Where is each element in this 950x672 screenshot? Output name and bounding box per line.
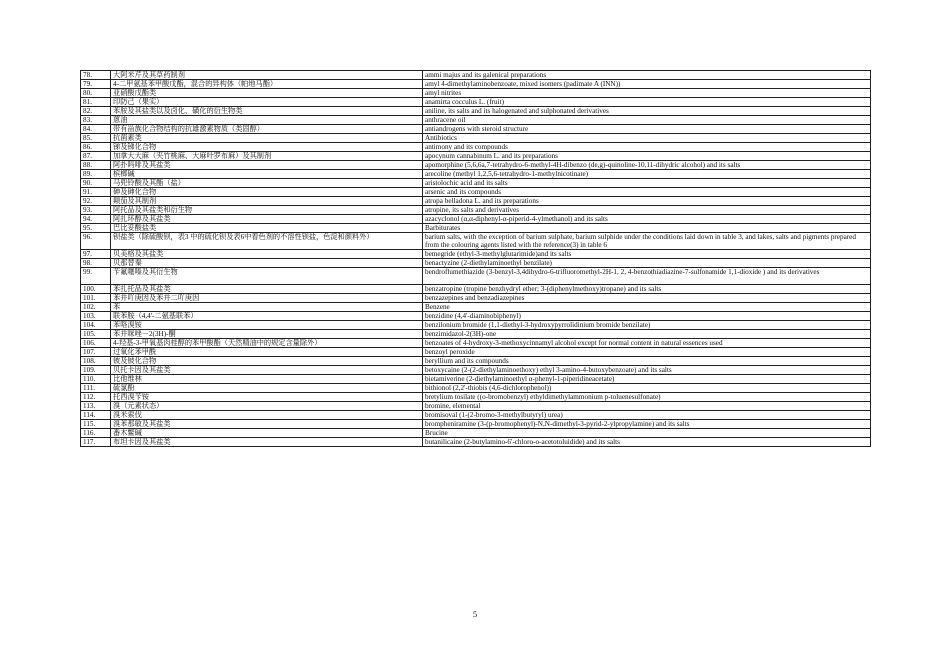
english-name-cell: benzilonium bromide (1,1-diethyl-3-hydroxypyrrolidinium bromide benzilate): [423, 321, 871, 330]
row-number-cell: 90.: [81, 179, 111, 188]
english-name-cell: bromisoval (1-(2-bromo-3-methylbutyryl) urea): [423, 411, 871, 420]
chinese-name-cell: 锑及锑化合物: [111, 143, 423, 152]
english-name-cell: benzimidazol-2(3H)-one: [423, 330, 871, 339]
table-row: [81, 384, 871, 393]
table-row: [81, 330, 871, 339]
english-name-cell: butanilicaine (2-butylamino-6'-chloro-o-acetotoluidide) and its salts: [423, 438, 871, 447]
table-row: [81, 402, 871, 411]
chinese-name-cell: 阿扑吗啡及其盐类: [111, 161, 423, 170]
english-name-cell: Antibiotics: [423, 134, 871, 143]
table-row: [81, 71, 871, 80]
table-row: [81, 98, 871, 107]
table-row: [81, 411, 871, 420]
table-row: [81, 348, 871, 357]
row-number-cell: 108.: [81, 357, 111, 366]
table-row: [81, 107, 871, 116]
row-number-cell: 117.: [81, 438, 111, 447]
english-name-cell: benzatropine (tropine benzhydryl ether; 3-(diphenylmethoxy)tropane) and its salts: [423, 285, 871, 294]
english-name-cell: Benzene: [423, 303, 871, 312]
chinese-name-cell: 番木鳖碱: [111, 429, 423, 438]
row-number-cell: 81.: [81, 98, 111, 107]
row-number-cell: 96.: [81, 233, 111, 250]
english-name-cell: amyl nitrites: [423, 89, 871, 98]
chinese-name-cell: 槟榔碱: [111, 170, 423, 179]
row-number-cell: 104.: [81, 321, 111, 330]
row-number-cell: 112.: [81, 393, 111, 402]
english-name-cell: bemegride (ethyl-3-methylglutarimide)and its salts: [423, 250, 871, 259]
chinese-name-cell: 联苯胺（4,4'-二氨基联苯）: [111, 312, 423, 321]
chinese-name-cell: 贝托卡因及其盐类: [111, 366, 423, 375]
row-number-cell: 85.: [81, 134, 111, 143]
english-name-cell: ammi majus and its galenical preparations: [423, 71, 871, 80]
table-row: [81, 438, 871, 447]
chinese-name-cell: 4-羟基-3-甲氧基肉桂醇的苯甲酸酯（天然精油中的规定含量除外）: [111, 339, 423, 348]
english-name-cell: bithionol (2,2'-thiobis (4,6-dichlorophenol)): [423, 384, 871, 393]
row-number-cell: 95.: [81, 224, 111, 233]
chinese-name-cell: 苯胺及其盐类以及卤化、磺化的衍生物类: [111, 107, 423, 116]
english-name-cell: antimony and its compounds: [423, 143, 871, 152]
row-number-cell: 107.: [81, 348, 111, 357]
english-name-cell: apocynum cannabinum L. and its preparations: [423, 152, 871, 161]
row-number-cell: 92.: [81, 197, 111, 206]
row-number-cell: 100.: [81, 285, 111, 294]
english-name-cell: beryllium and its compounds: [423, 357, 871, 366]
row-number-cell: 84.: [81, 125, 111, 134]
chinese-name-cell: 蒽油: [111, 116, 423, 125]
table-row: [81, 143, 871, 152]
english-name-cell: azacyclonol (α,α-diphenyl-α-piperid-4-ylmethanol) and its salts: [423, 215, 871, 224]
table-row: [81, 188, 871, 197]
row-number-cell: 97.: [81, 250, 111, 259]
chinese-name-cell: 亚硝酸戊酯类: [111, 89, 423, 98]
row-number-cell: 91.: [81, 188, 111, 197]
row-number-cell: 98.: [81, 259, 111, 268]
table-row: [81, 375, 871, 384]
english-name-cell: benactyzine (2-diethylaminoethyl benzilate): [423, 259, 871, 268]
english-name-cell: Brucine: [423, 429, 871, 438]
row-number-cell: 103.: [81, 312, 111, 321]
row-number-cell: 113.: [81, 402, 111, 411]
table-row: [81, 250, 871, 259]
row-number-cell: 86.: [81, 143, 111, 152]
english-name-cell: anthracene oil: [423, 116, 871, 125]
chinese-name-cell: 钡盐类（除硫酸钡，表3 中的硫化钡及表6中着色剂的不溶性钡盐，色淀和颜料外）: [111, 233, 423, 250]
row-number-cell: 115.: [81, 420, 111, 429]
table-row: [81, 116, 871, 125]
row-number-cell: 116.: [81, 429, 111, 438]
english-name-cell: bietamiverine (2-diethylaminoethyl α-phenyl-1-piperidineacetate): [423, 375, 871, 384]
chinese-name-cell: 阿扎环醇及其盐类: [111, 215, 423, 224]
table-row: [81, 134, 871, 143]
row-number-cell: 102.: [81, 303, 111, 312]
table-row: [81, 152, 871, 161]
english-name-cell: atropa belladona L. and its preparations: [423, 197, 871, 206]
chinese-name-cell: 印防己（果实）: [111, 98, 423, 107]
chinese-name-cell: 抗菌素类: [111, 134, 423, 143]
row-number-cell: 83.: [81, 116, 111, 125]
row-number-cell: 101.: [81, 294, 111, 303]
chinese-name-cell: 溴米索伐: [111, 411, 423, 420]
chinese-name-cell: 带有甾族化合物结构的抗雄激素物质（类固醇）: [111, 125, 423, 134]
row-number-cell: 79.: [81, 80, 111, 89]
chinese-name-cell: 苯: [111, 303, 423, 312]
row-number-cell: 109.: [81, 366, 111, 375]
chinese-name-cell: 布坦卡因及其盐类: [111, 438, 423, 447]
row-number-cell: 93.: [81, 206, 111, 215]
ingredient-table-body: [81, 71, 871, 447]
table-row: [81, 179, 871, 188]
chinese-name-cell: 过氧化苯甲酰: [111, 348, 423, 357]
row-number-cell: 110.: [81, 375, 111, 384]
table-row: [81, 233, 871, 250]
row-number-cell: 88.: [81, 161, 111, 170]
row-number-cell: 111.: [81, 384, 111, 393]
chinese-name-cell: 阿托品及其盐类和衍生物: [111, 206, 423, 215]
row-number-cell: 80.: [81, 89, 111, 98]
chinese-name-cell: 巴比妥酸盐类: [111, 224, 423, 233]
row-number-cell: 78.: [81, 71, 111, 80]
ingredient-table: [80, 70, 871, 447]
table-row: [81, 393, 871, 402]
chinese-name-cell: 苯并咪唑－2(3H)-酮: [111, 330, 423, 339]
chinese-name-cell: 苯咯溴铵: [111, 321, 423, 330]
english-name-cell: atropine, its salts and derivatives: [423, 206, 871, 215]
table-row: [81, 170, 871, 179]
chinese-name-cell: 比他维林: [111, 375, 423, 384]
english-name-cell: brompheniramine (3-(p-bromophenyl)-N,N-dimethyl-3-pyrid-2-ylpropylamine) and its salts: [423, 420, 871, 429]
table-row: [81, 420, 871, 429]
chinese-name-cell: 硫氯酚: [111, 384, 423, 393]
english-name-cell: Barbiturates: [423, 224, 871, 233]
row-number-cell: 87.: [81, 152, 111, 161]
chinese-name-cell: 马兜铃酸及其酯（盐）: [111, 179, 423, 188]
english-name-cell: benzoates of 4-hydroxy-3-methoxycinnamyl alcohol except for normal content in natural essences used: [423, 339, 871, 348]
table-row: [81, 89, 871, 98]
chinese-name-cell: 4-二甲氨基苯甲酸戊酯，混合的异构体（帕地马酯）: [111, 80, 423, 89]
table-row: [81, 312, 871, 321]
chinese-name-cell: 苄氟噻嗪及其衍生物: [111, 268, 423, 285]
table-row: [81, 285, 871, 294]
english-name-cell: aniline, its salts and its halogenated and sulphonated derivatives: [423, 107, 871, 116]
english-name-cell: arecoline (methyl 1,2,5,6-tetrahydro-1-methylnicotinate): [423, 170, 871, 179]
row-number-cell: 82.: [81, 107, 111, 116]
table-row: [81, 80, 871, 89]
english-name-cell: benzoyl peroxide: [423, 348, 871, 357]
english-name-cell: benzidine (4,4'-diaminobiphenyl): [423, 312, 871, 321]
chinese-name-cell: 苯并吖庚因及苯并二吖庚因: [111, 294, 423, 303]
table-row: [81, 215, 871, 224]
english-name-cell: aristolochic acid and its salts: [423, 179, 871, 188]
chinese-name-cell: 溴（元素状态）: [111, 402, 423, 411]
row-number-cell: 94.: [81, 215, 111, 224]
table-row: [81, 366, 871, 375]
table-row: [81, 357, 871, 366]
english-name-cell: benzazepines and benzadiazepines: [423, 294, 871, 303]
english-name-cell: anamirta cocculus L. (fruit): [423, 98, 871, 107]
chinese-name-cell: 贝那替秦: [111, 259, 423, 268]
table-row: [81, 259, 871, 268]
chinese-name-cell: 砷及砷化合物: [111, 188, 423, 197]
table-row: [81, 294, 871, 303]
table-row: [81, 224, 871, 233]
english-name-cell: betoxycaine (2-(2-diethylaminoethoxy) ethyl 3-amino-4-butoxybenzoate) and its salts: [423, 366, 871, 375]
row-number-cell: 89.: [81, 170, 111, 179]
chinese-name-cell: 贝美格及其盐类: [111, 250, 423, 259]
table-row: [81, 429, 871, 438]
table-row: [81, 321, 871, 330]
table-row: [81, 161, 871, 170]
chinese-name-cell: 颠茄及其制剂: [111, 197, 423, 206]
english-name-cell: apomorphine (5,6,6a,7-tetrahydro-6-methyl-4H-dibenzo (de,g)-quinoline-10,11-dihydric alcohol) and its salts: [423, 161, 871, 170]
page-number: 5: [472, 609, 478, 619]
row-number-cell: 99.: [81, 268, 111, 285]
table-row: [81, 125, 871, 134]
chinese-name-cell: 溴苯那敏及其盐类: [111, 420, 423, 429]
english-name-cell: amyl 4-dimethylaminobenzoate, mixed isomers (padimate A (INN)): [423, 80, 871, 89]
table-row: [81, 206, 871, 215]
english-name-cell: bretylium tosilate ((o-bromobenzyl) ethyldimethylammonium p-toluenesulfonate): [423, 393, 871, 402]
english-name-cell: bendroflumethiazide (3-benzyl-3,4dihydro-6-trifluoromethyl-2H-1, 2, 4-benzothiadiazine-7-sulfonamide 1,1-dioxide ) and its derivatives: [423, 268, 871, 285]
chinese-name-cell: 大阿米芹及其草药制剂: [111, 71, 423, 80]
chinese-name-cell: 托西溴苄铵: [111, 393, 423, 402]
row-number-cell: 114.: [81, 411, 111, 420]
table-row: [81, 339, 871, 348]
english-name-cell: antiandrogens with steroid structure: [423, 125, 871, 134]
english-name-cell: arsenic and its compounds: [423, 188, 871, 197]
row-number-cell: 105.: [81, 330, 111, 339]
table-row: [81, 303, 871, 312]
chinese-name-cell: 铍及铍化合物: [111, 357, 423, 366]
chinese-name-cell: 加拿大大麻（夹竹桃麻、大麻叶罗布麻）及其制剂: [111, 152, 423, 161]
table-row: [81, 268, 871, 285]
chinese-name-cell: 苯扎托品及其盐类: [111, 285, 423, 294]
row-number-cell: 106.: [81, 339, 111, 348]
english-name-cell: barium salts, with the exception of barium sulphate, barium sulphide under the conditions laid down in table 3, and lakes, salts and pigments prepared from the colouring agents listed with the reference(3) in table 6: [423, 233, 871, 250]
table-row: [81, 197, 871, 206]
english-name-cell: bromine, elemental: [423, 402, 871, 411]
